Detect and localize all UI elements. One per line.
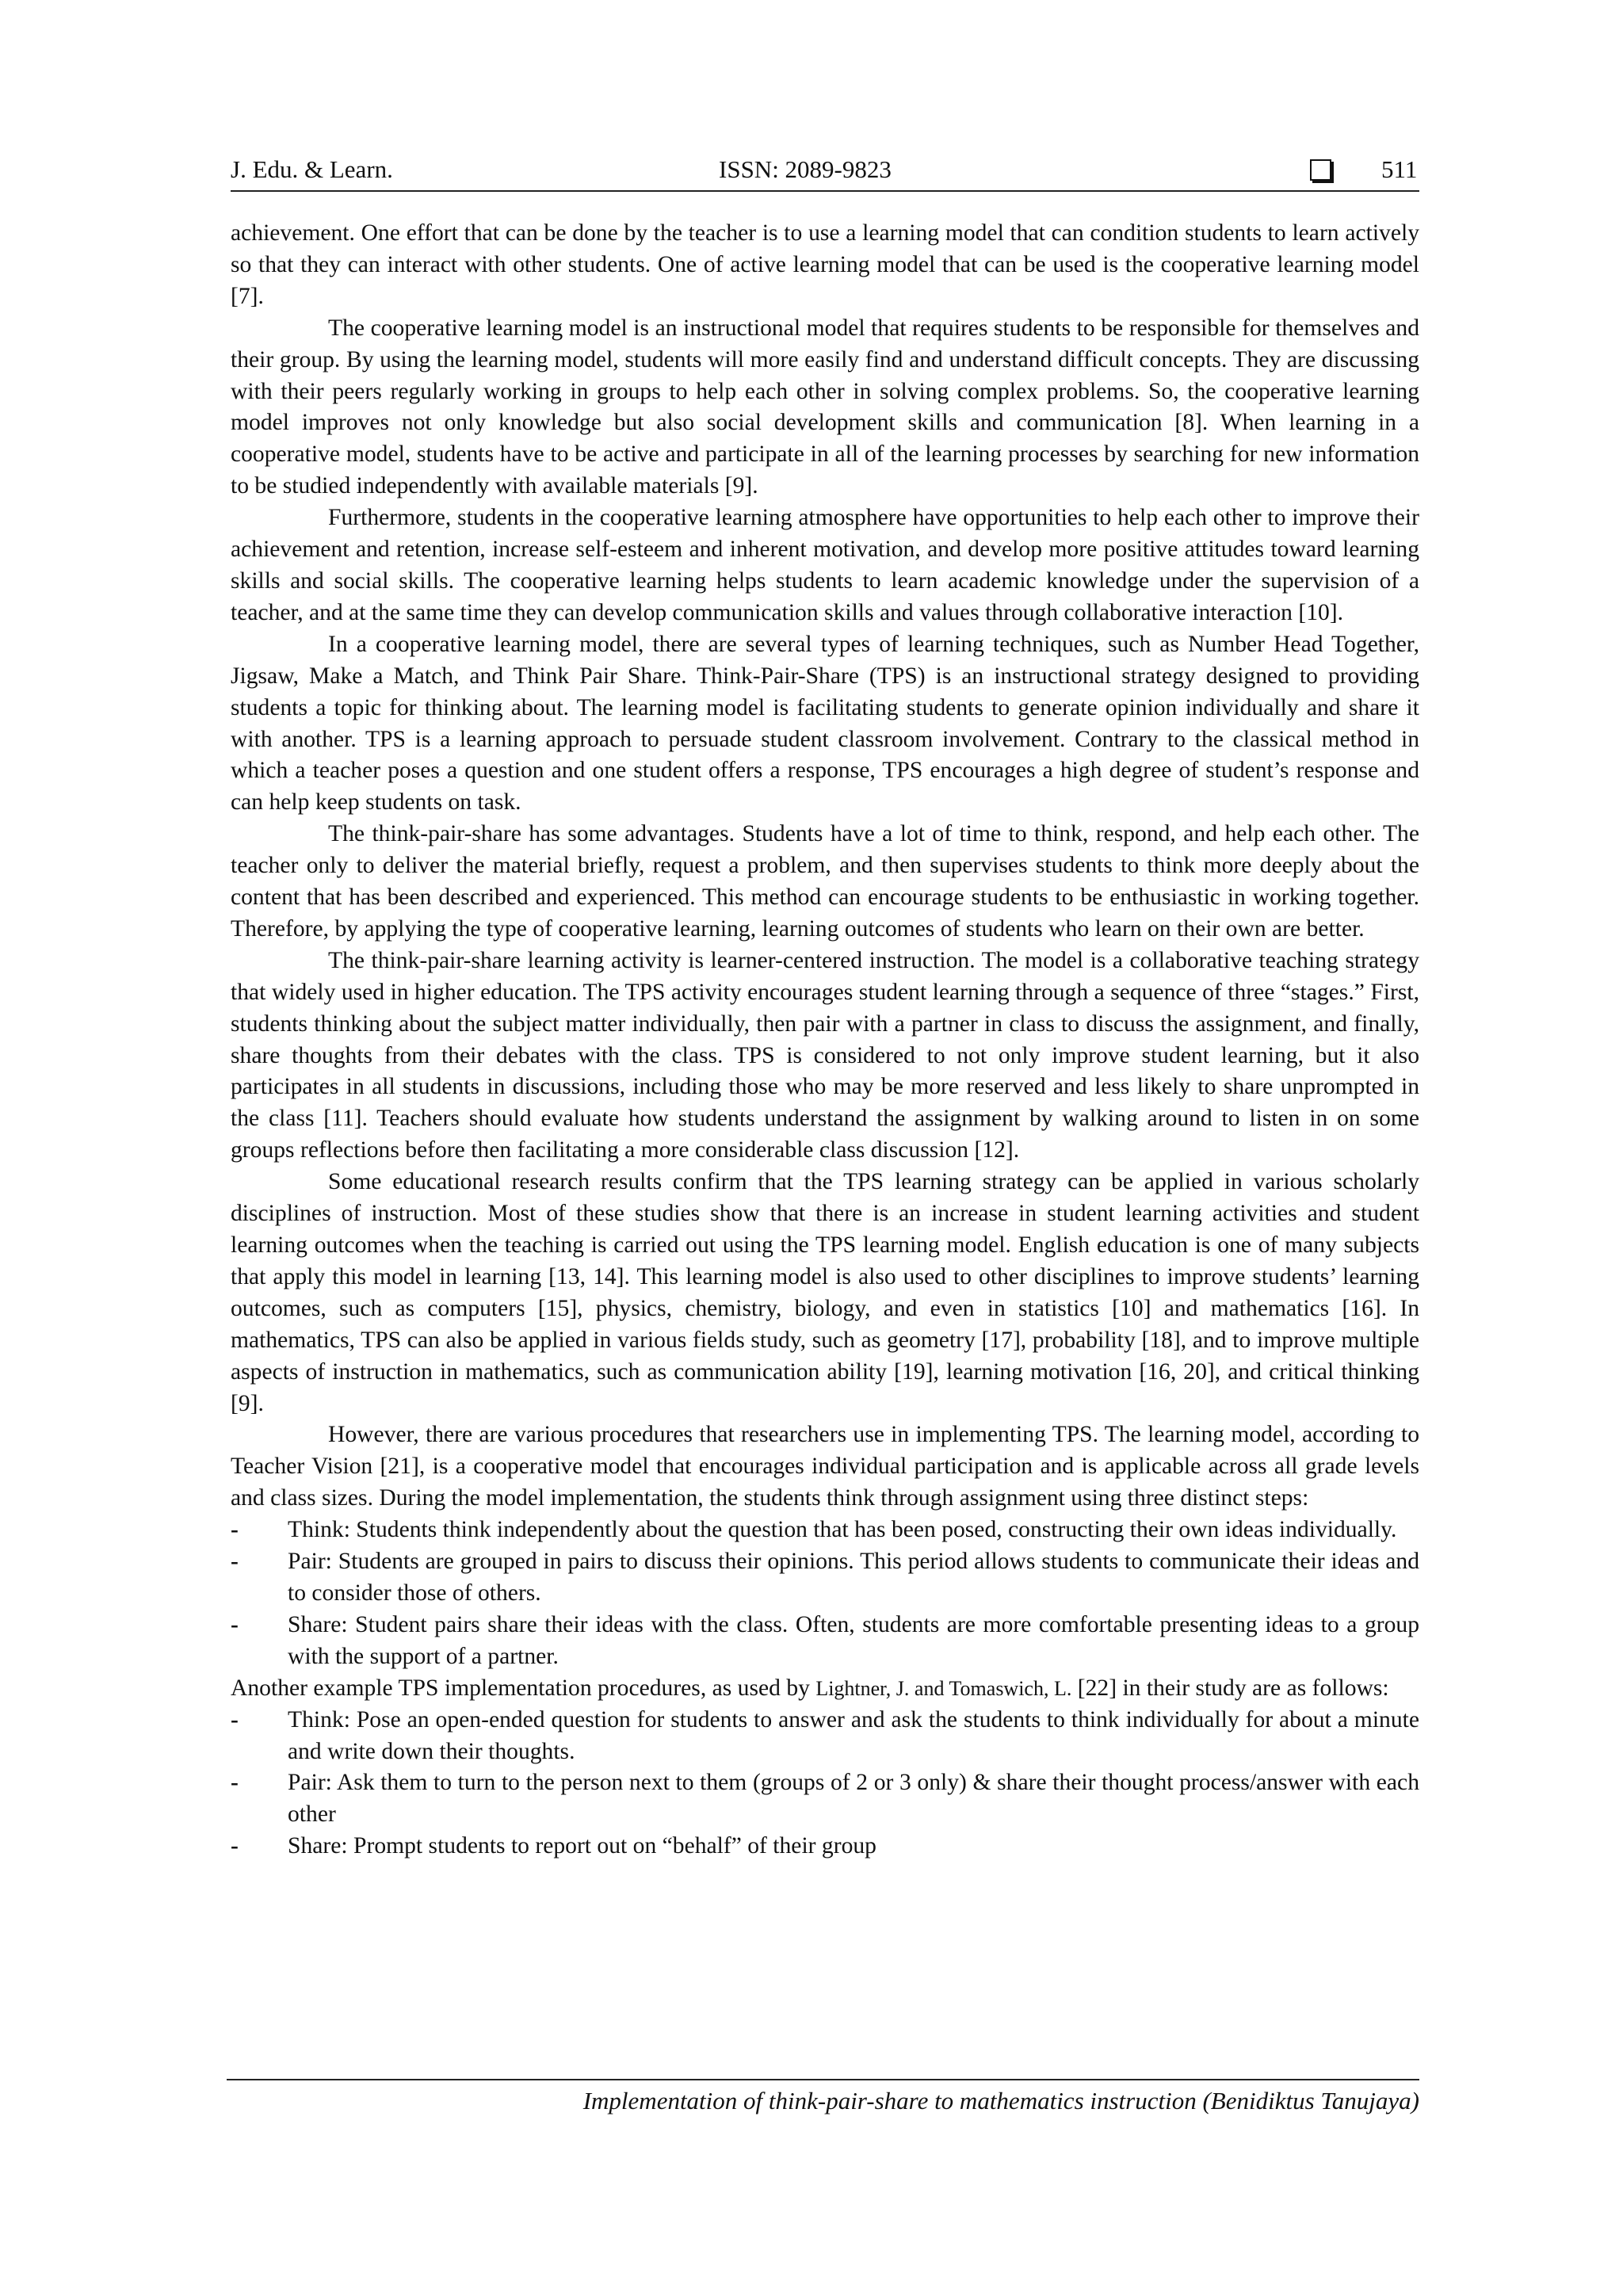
paragraph [231, 1673, 1419, 1705]
list-item [231, 1831, 1419, 1862]
dash-bullet: - [231, 1770, 239, 1796]
body-text [231, 218, 1419, 1862]
paragraph: However, there are various procedures that researchers use in implementing TPS. The learning model, according to Teacher Vision [21], is a cooperative model that encourages individual participation and is applicable across all grade levels and class sizes. During the model implementation, the students think through assignment using three distinct steps: [231, 1422, 1419, 1511]
issn: ISSN: 2089-9823 [719, 155, 892, 183]
intro-text: Another example TPS implementation procedures, as used by [231, 1675, 816, 1701]
running-footer: Implementation of think-pair-share to mathematics instruction (Benidiktus Tanujaya) [582, 2087, 1419, 2115]
list-item [231, 1767, 1419, 1831]
list-item-text: Share: Student pairs share their ideas with the class. Often, students are more comfortable presenting ideas to a group with the support of a partner. [288, 1611, 1419, 1669]
paragraph: Furthermore, students in the cooperative learning atmosphere have opportunities to help each other to improve their achievement and retention, increase self-esteem and inherent motivation, and develop more positive attitudes toward learning skills and social skills. The cooperative learning helps students to learn academic knowledge under the supervision of a teacher, and at the same time they can develop communication skills and values through collaborative interaction [10]. [231, 505, 1419, 625]
running-header [231, 152, 1419, 192]
dash-bullet: - [231, 1517, 239, 1543]
cited-authors: Lightner, J. and Tomaswich, L. [815, 1676, 1072, 1700]
footer-divider [227, 2079, 1419, 2080]
paragraph: The cooperative learning model is an instructional model that requires students to be responsible for themselves and their group. By using the learning model, students will more easily find and understand difficult concepts. They are discussing with their peers regularly working in groups to help each other in solving complex problems. So, the cooperative learning model improves not only knowledge but also social development skills and communication [8]. When learning in a cooperative model, students have to be active and participate in all of the learning processes by searching for new information to be studied independently with available materials [9]. [231, 315, 1419, 499]
dash-bullet: - [231, 1833, 239, 1859]
paragraph: The think-pair-share has some advantages. Students have a lot of time to think, respond, and help each other. The teacher only to deliver the material briefly, request a problem, and then supervises students to think more deeply about the content that has been described and experienced. This method can encourage students to be enthusiastic in working together. Therefore, by applying the type of cooperative learning, learning outcomes of students who learn on their own are better. [231, 821, 1419, 942]
list-item-text: Share: Prompt students to report out on “behalf” of their group [288, 1833, 876, 1859]
list-item [231, 1515, 1419, 1546]
list-item-text: Think: Students think independently about the question that has been posed, constructing their own ideas individually. [288, 1517, 1397, 1543]
page-number: 511 [1381, 155, 1418, 183]
paragraph: The think-pair-share learning activity is learner-centered instruction. The model is a collaborative teaching strategy that widely used in higher education. The TPS activity encourages student learning through a sequence of three “stages.” First, students thinking about the subject matter individually, then pair with a partner in class to discuss the assignment, and finally, share thoughts from their debates with the class. TPS is considered to not only improve student learning, but it also participates in all students in discussions, including those who may be more reserved and less likely to share unprompted in the class [11]. Teachers should evaluate how students understand the assignment by walking around to listen in on some groups reflections before then facilitating a more considerable class discussion [12]. [231, 947, 1419, 1163]
list-item-text: Pair: Students are grouped in pairs to discuss their opinions. This period allows students to communicate their ideas and to consider those of others. [288, 1549, 1419, 1606]
paragraph: achievement. One effort that can be done by the teacher is to use a learning model that can condition students to learn actively so that they can interact with other students. One of active learning model that can be used is the cooperative learning model [7]. [231, 220, 1419, 309]
list-item-text: Think: Pose an open-ended question for students to answer and ask the students to think individually for about a minute and write down their thoughts. [288, 1706, 1419, 1764]
list-item [231, 1546, 1419, 1610]
dash-bullet: - [231, 1706, 239, 1733]
dash-bullet: - [231, 1611, 239, 1637]
list-item [231, 1705, 1419, 1768]
paragraph: Some educational research results confirm that the TPS learning strategy can be applied in various scholarly disciplines of instruction. Most of these studies show that there is an increase in student learning activities and student learning outcomes when the teaching is carried out using the TPS learning model. English education is one of many subjects that apply this model in learning [13, 14]. This learning model is also used to other disciplines to improve students’ learning outcomes, such as computers [15], physics, chemistry, biology, and even in statistics [10] and mathematics [16]. In mathematics, TPS can also be applied in various fields study, such as geometry [17], probability [18], and to improve multiple aspects of instruction in mathematics, such as communication ability [19], learning motivation [16, 20], and critical thinking [9]. [231, 1169, 1419, 1416]
list-item-text: Pair: Ask them to turn to the person next to them (groups of 2 or 3 only) & share their thought process/answer with each other [288, 1770, 1419, 1828]
box-bullet-icon [1310, 159, 1331, 181]
intro-text-end: [22] in their study are as follows: [1071, 1675, 1389, 1701]
dash-bullet: - [231, 1549, 239, 1575]
list-item [231, 1610, 1419, 1673]
journal-abbreviation: J. Edu. & Learn. [231, 155, 393, 183]
paragraph: In a cooperative learning model, there are several types of learning techniques, such as Number Head Together, Jigsaw, Make a Match, and Think Pair Share. Think-Pair-Share (TPS) is an instructional strategy designed to providing students a topic for thinking about. The learning model is facilitating students to generate opinion individually and share it with another. TPS is a learning approach to persuade student classroom involvement. Contrary to the classical method in which a teacher poses a question and one student offers a response, TPS encourages a high degree of student’s response and can help keep students on task. [231, 631, 1419, 816]
